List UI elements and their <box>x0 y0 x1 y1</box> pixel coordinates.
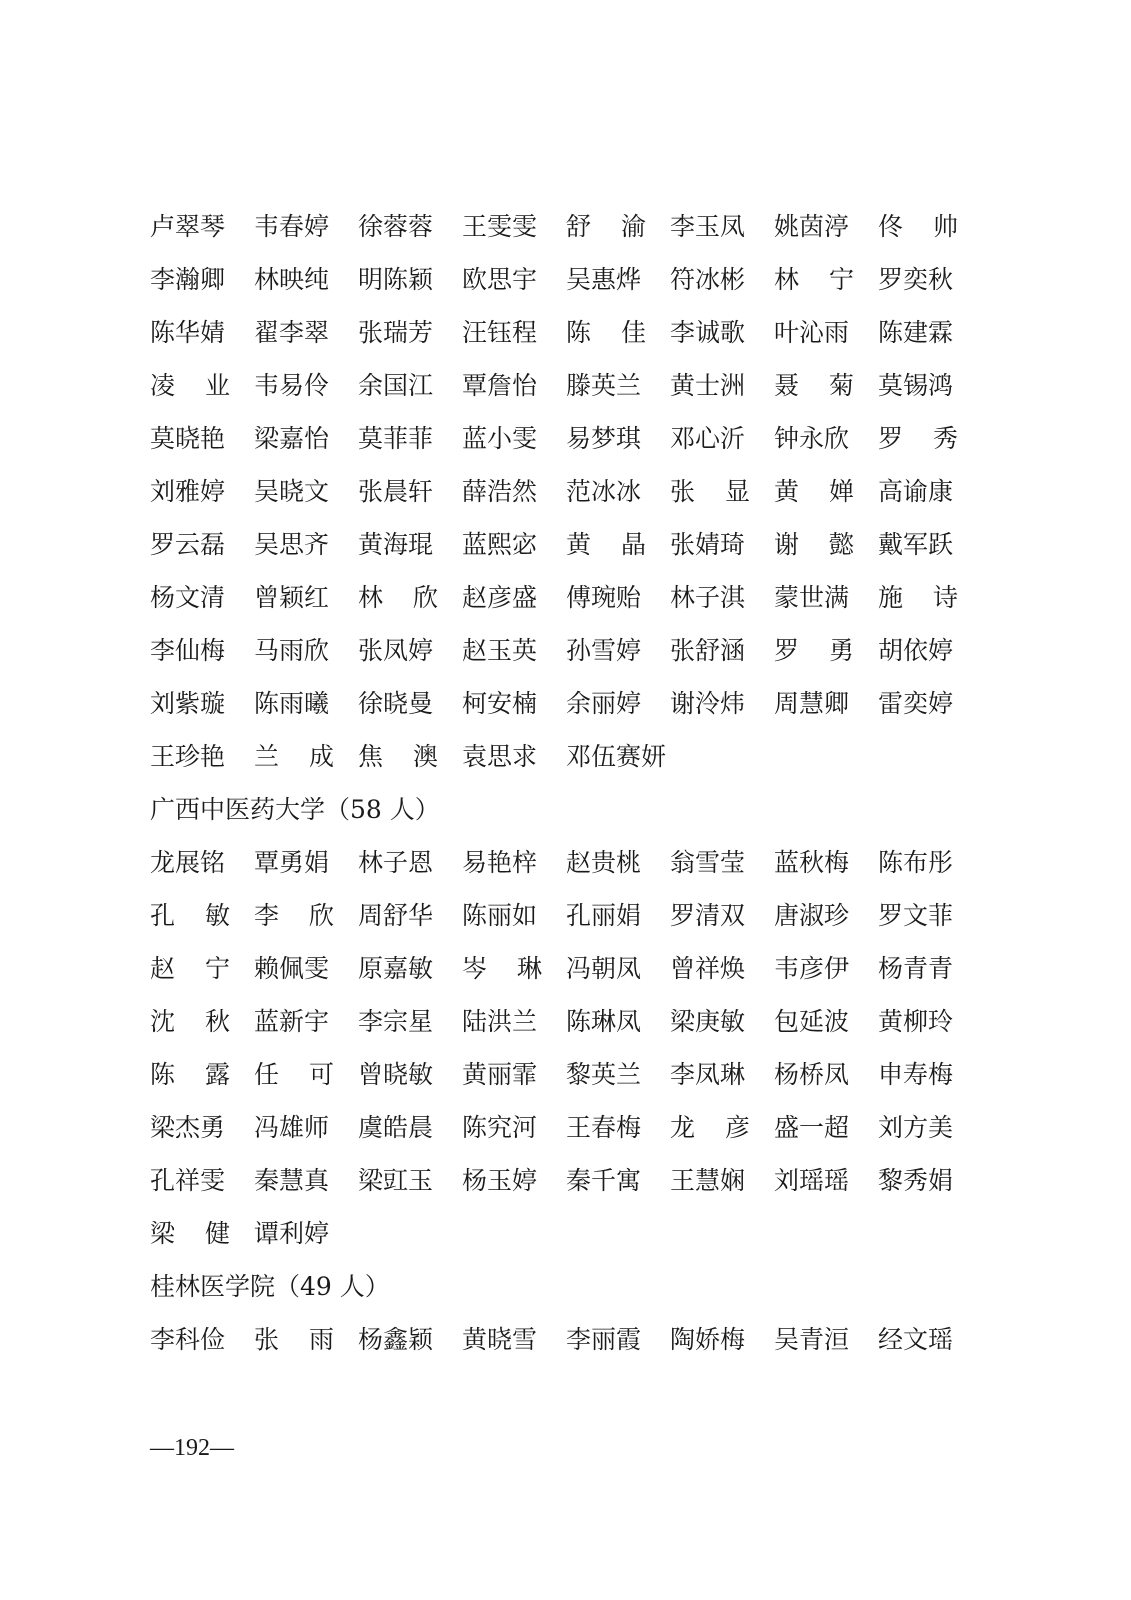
section-title: 广西中医药大学（58 人） <box>150 795 440 824</box>
person-name: 蓝新宇 <box>254 1007 330 1036</box>
name-row <box>150 1048 980 1101</box>
person-name: 陈丽如 <box>462 901 538 930</box>
name-row <box>150 1313 980 1366</box>
name-row <box>150 730 980 783</box>
person-name: 钟永欣 <box>774 424 850 453</box>
person-name: 赖佩雯 <box>254 954 330 983</box>
person-name: 吴晓文 <box>254 477 330 506</box>
person-name: 欧思宇 <box>462 265 538 294</box>
person-name: 黄柳玲 <box>878 1007 954 1036</box>
person-name: 徐蓉蓉 <box>358 212 434 241</box>
document-body <box>150 200 980 1366</box>
person-name: 龙展铭 <box>150 848 226 877</box>
person-name: 曾祥焕 <box>670 954 746 983</box>
person-name: 孔祥雯 <box>150 1166 226 1195</box>
person-name: 李玉凤 <box>670 212 746 241</box>
person-name: 曾颖红 <box>254 583 330 612</box>
person-name: 赵 宁 <box>150 954 230 983</box>
person-name: 莫晓艳 <box>150 424 226 453</box>
person-name: 陈 露 <box>150 1060 230 1089</box>
person-name: 滕英兰 <box>566 371 642 400</box>
person-name: 唐淑珍 <box>774 901 850 930</box>
person-name: 黄丽霏 <box>462 1060 538 1089</box>
person-name: 黄 婵 <box>774 477 854 506</box>
name-row <box>150 836 980 889</box>
person-name: 蓝秋梅 <box>774 848 850 877</box>
person-name: 赵贵桃 <box>566 848 642 877</box>
person-name: 周舒华 <box>358 901 434 930</box>
person-name: 兰 成 <box>254 742 334 771</box>
person-name: 吴思齐 <box>254 530 330 559</box>
person-name: 罗文菲 <box>878 901 954 930</box>
person-name: 陈建霖 <box>878 318 954 347</box>
person-name: 曾晓敏 <box>358 1060 434 1089</box>
person-name: 杨青青 <box>878 954 954 983</box>
person-name: 黎秀娟 <box>878 1166 954 1195</box>
person-name: 韦易伶 <box>254 371 330 400</box>
person-name: 刘雅婷 <box>150 477 226 506</box>
person-name: 陈布彤 <box>878 848 954 877</box>
person-name: 张 雨 <box>254 1325 334 1354</box>
person-name: 杨文清 <box>150 583 226 612</box>
person-name: 申寿梅 <box>878 1060 954 1089</box>
name-row <box>150 1101 980 1154</box>
person-name: 聂 菊 <box>774 371 854 400</box>
person-name: 李 欣 <box>254 901 334 930</box>
person-name: 韦春婷 <box>254 212 330 241</box>
person-name: 姚茵渟 <box>774 212 850 241</box>
person-name: 徐晓曼 <box>358 689 434 718</box>
person-name: 谢泠炜 <box>670 689 746 718</box>
person-name: 翁雪莹 <box>670 848 746 877</box>
person-name: 秦慧真 <box>254 1166 330 1195</box>
person-name: 黄海琨 <box>358 530 434 559</box>
person-name: 刘方美 <box>878 1113 954 1142</box>
person-name: 张瑞芳 <box>358 318 434 347</box>
person-name: 陈雨曦 <box>254 689 330 718</box>
person-name: 罗奕秋 <box>878 265 954 294</box>
person-name: 胡依婷 <box>878 636 954 665</box>
person-name: 秦千寓 <box>566 1166 642 1195</box>
person-name: 包延波 <box>774 1007 850 1036</box>
name-row <box>150 359 980 412</box>
person-name: 王春梅 <box>566 1113 642 1142</box>
person-name: 李科俭 <box>150 1325 226 1354</box>
person-name: 沈 秋 <box>150 1007 230 1036</box>
person-name: 赵彦盛 <box>462 583 538 612</box>
person-name: 陆洪兰 <box>462 1007 538 1036</box>
person-name: 梁杰勇 <box>150 1113 226 1142</box>
person-name: 李诚歌 <box>670 318 746 347</box>
person-name: 龙 彦 <box>670 1113 750 1142</box>
person-name: 陶娇梅 <box>670 1325 746 1354</box>
person-name: 李凤琳 <box>670 1060 746 1089</box>
person-name: 岑 琳 <box>462 954 542 983</box>
name-row <box>150 942 980 995</box>
person-name: 汪钰程 <box>462 318 538 347</box>
name-row <box>150 306 980 359</box>
person-name: 薛浩然 <box>462 477 538 506</box>
person-name: 易梦琪 <box>566 424 642 453</box>
person-name: 李丽霞 <box>566 1325 642 1354</box>
name-row <box>150 889 980 942</box>
person-name: 陈 佳 <box>566 318 646 347</box>
person-name: 覃詹怡 <box>462 371 538 400</box>
person-name: 陈究河 <box>462 1113 538 1142</box>
name-row <box>150 1207 980 1260</box>
person-name: 罗云磊 <box>150 530 226 559</box>
person-name: 杨桥凤 <box>774 1060 850 1089</box>
person-name: 张凤婷 <box>358 636 434 665</box>
person-name: 张晨轩 <box>358 477 434 506</box>
page-number: —192— <box>150 1435 234 1461</box>
person-name: 黄晓雪 <box>462 1325 538 1354</box>
person-name: 佟 帅 <box>878 212 958 241</box>
person-name: 梁庚敏 <box>670 1007 746 1036</box>
person-name: 林映纯 <box>254 265 330 294</box>
person-name: 莫锡鸿 <box>878 371 954 400</box>
name-row <box>150 624 980 677</box>
person-name: 袁思求 <box>462 742 538 771</box>
person-name: 刘瑶瑶 <box>774 1166 850 1195</box>
person-name: 黎英兰 <box>566 1060 642 1089</box>
name-row <box>150 465 980 518</box>
name-row <box>150 677 980 730</box>
person-name: 王珍艳 <box>150 742 226 771</box>
name-row <box>150 518 980 571</box>
person-name: 周慧卿 <box>774 689 850 718</box>
person-name: 张 显 <box>670 477 750 506</box>
person-name: 陈琳凤 <box>566 1007 642 1036</box>
person-name: 戴军跃 <box>878 530 954 559</box>
name-row <box>150 995 980 1048</box>
person-name: 原嘉敏 <box>358 954 434 983</box>
person-name: 蓝熙宓 <box>462 530 538 559</box>
name-row <box>150 253 980 306</box>
person-name: 梁嘉怡 <box>254 424 330 453</box>
person-name: 叶沁雨 <box>774 318 850 347</box>
person-name: 任 可 <box>254 1060 334 1089</box>
person-name: 易艳梓 <box>462 848 538 877</box>
person-name: 盛一超 <box>774 1113 850 1142</box>
person-name: 余丽婷 <box>566 689 642 718</box>
person-name: 刘紫璇 <box>150 689 226 718</box>
person-name: 孙雪婷 <box>566 636 642 665</box>
person-name: 凌 业 <box>150 371 230 400</box>
person-name: 卢翠琴 <box>150 212 226 241</box>
person-name: 经文瑶 <box>878 1325 954 1354</box>
person-name: 翟李翠 <box>254 318 330 347</box>
person-name: 范冰冰 <box>566 477 642 506</box>
person-name: 黄 晶 <box>566 530 646 559</box>
person-name: 韦彦伊 <box>774 954 850 983</box>
person-name: 林子淇 <box>670 583 746 612</box>
person-name: 张舒涵 <box>670 636 746 665</box>
person-name: 邓伍赛妍 <box>566 742 667 771</box>
name-row <box>150 200 980 253</box>
person-name: 杨玉婷 <box>462 1166 538 1195</box>
person-name: 蒙世满 <box>774 583 850 612</box>
person-name: 施 诗 <box>878 583 958 612</box>
section-title: 桂林医学院（49 人） <box>150 1272 390 1301</box>
person-name: 冯朝凤 <box>566 954 642 983</box>
person-name: 谢 懿 <box>774 530 854 559</box>
person-name: 孔丽娟 <box>566 901 642 930</box>
person-name: 符冰彬 <box>670 265 746 294</box>
person-name: 王雯雯 <box>462 212 538 241</box>
person-name: 王慧娴 <box>670 1166 746 1195</box>
person-name: 林子恩 <box>358 848 434 877</box>
person-name: 罗清双 <box>670 901 746 930</box>
person-name: 雷奕婷 <box>878 689 954 718</box>
person-name: 明陈颖 <box>358 265 434 294</box>
person-name: 傅琬贻 <box>566 583 642 612</box>
name-row <box>150 1154 980 1207</box>
person-name: 吴惠烨 <box>566 265 642 294</box>
person-name: 林 宁 <box>774 265 854 294</box>
person-name: 罗 秀 <box>878 424 958 453</box>
person-name: 吴青洹 <box>774 1325 850 1354</box>
person-name: 邓心沂 <box>670 424 746 453</box>
person-name: 罗 勇 <box>774 636 854 665</box>
person-name: 虞皓晨 <box>358 1113 434 1142</box>
person-name: 杨鑫颖 <box>358 1325 434 1354</box>
person-name: 李宗星 <box>358 1007 434 1036</box>
person-name: 李瀚卿 <box>150 265 226 294</box>
person-name: 黄士洲 <box>670 371 746 400</box>
name-row <box>150 571 980 624</box>
person-name: 梁豇玉 <box>358 1166 434 1195</box>
name-row <box>150 412 980 465</box>
person-name: 蓝小雯 <box>462 424 538 453</box>
person-name: 高谕康 <box>878 477 954 506</box>
person-name: 孔 敏 <box>150 901 230 930</box>
person-name: 马雨欣 <box>254 636 330 665</box>
person-name: 谭利婷 <box>254 1219 330 1248</box>
person-name: 舒 渝 <box>566 212 646 241</box>
person-name: 覃勇娟 <box>254 848 330 877</box>
person-name: 赵玉英 <box>462 636 538 665</box>
person-name: 林 欣 <box>358 583 438 612</box>
person-name: 陈华婧 <box>150 318 226 347</box>
person-name: 梁 健 <box>150 1219 230 1248</box>
person-name: 余国江 <box>358 371 434 400</box>
person-name: 莫菲菲 <box>358 424 434 453</box>
person-name: 李仙梅 <box>150 636 226 665</box>
person-name: 柯安楠 <box>462 689 538 718</box>
person-name: 冯雄师 <box>254 1113 330 1142</box>
person-name: 焦 澳 <box>358 742 438 771</box>
person-name: 张婧琦 <box>670 530 746 559</box>
